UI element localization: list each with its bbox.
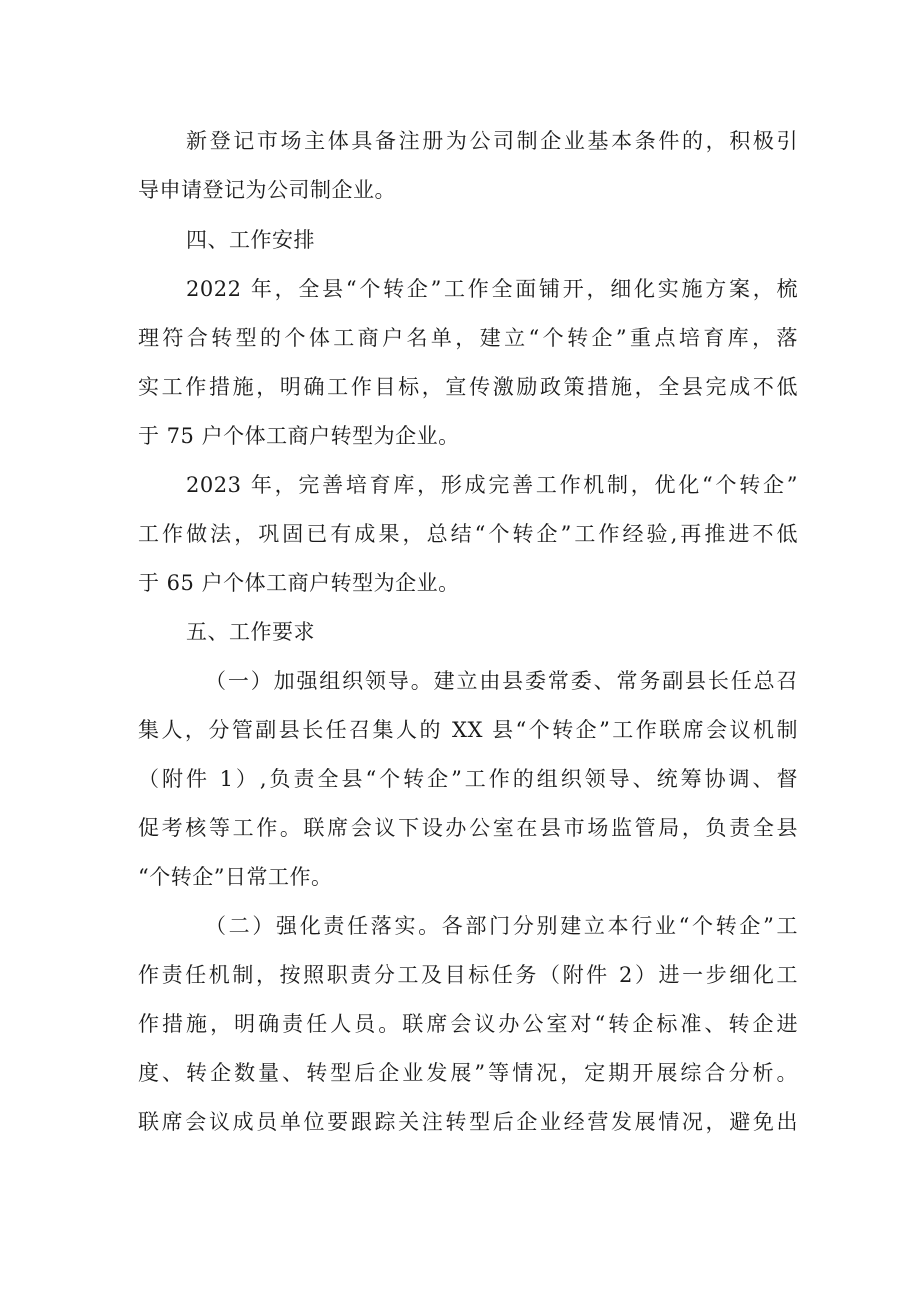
paragraph-line: （一）加强组织领导。建立由县委常委、常务副县长任总召 <box>205 669 798 693</box>
paragraph-line: 作责任机制，按照职责分工及目标任务（附件 2）进一步细化工 <box>138 963 798 987</box>
section-heading: 四、工作安排 <box>186 228 315 252</box>
paragraph-line: 度、转企数量、转型后企业发展”等情况，定期开展综合分析。 <box>138 1061 798 1085</box>
paragraph-line: 理符合转型的个体工商户名单，建立“个转企”重点培育库，落 <box>138 326 798 350</box>
paragraph-line: 联席会议成员单位要跟踪关注转型后企业经营发展情况，避免出 <box>138 1110 798 1134</box>
paragraph-line: 于 75 户个体工商户转型为企业。 <box>138 424 460 448</box>
paragraph-line: 2023 年，完善培育库，形成完善工作机制，优化“个转企” <box>186 473 798 497</box>
paragraph-line: 工作做法，巩固已有成果，总结“个转企”工作经验,再推进不低 <box>138 522 798 546</box>
paragraph-line: 新登记市场主体具备注册为公司制企业基本条件的，积极引 <box>186 129 798 153</box>
paragraph-line: 2022 年，全县“个转企”工作全面铺开，细化实施方案，梳 <box>186 277 798 301</box>
paragraph-line: （附件 1）,负责全县“个转企”工作的组织领导、统筹协调、督 <box>138 767 798 791</box>
paragraph-line: 导申请登记为公司制企业。 <box>138 178 396 202</box>
paragraph-line: 实工作措施，明确工作目标，宣传激励政策措施，全县完成不低 <box>138 375 798 399</box>
section-heading: 五、工作要求 <box>186 620 315 644</box>
paragraph-line: 促考核等工作。联席会议下设办公室在县市场监管局，负责全县 <box>138 816 798 840</box>
paragraph-line: 于 65 户个体工商户转型为企业。 <box>138 571 460 595</box>
paragraph-line: 集人，分管副县长任召集人的 XX 县“个转企”工作联席会议机制 <box>138 718 798 742</box>
paragraph-line: （二）强化责任落实。各部门分别建立本行业“个转企”工 <box>205 914 798 938</box>
paragraph-line: 作措施，明确责任人员。联席会议办公室对“转企标准、转企进 <box>138 1012 798 1036</box>
paragraph-line: “个转企”日常工作。 <box>138 865 333 889</box>
